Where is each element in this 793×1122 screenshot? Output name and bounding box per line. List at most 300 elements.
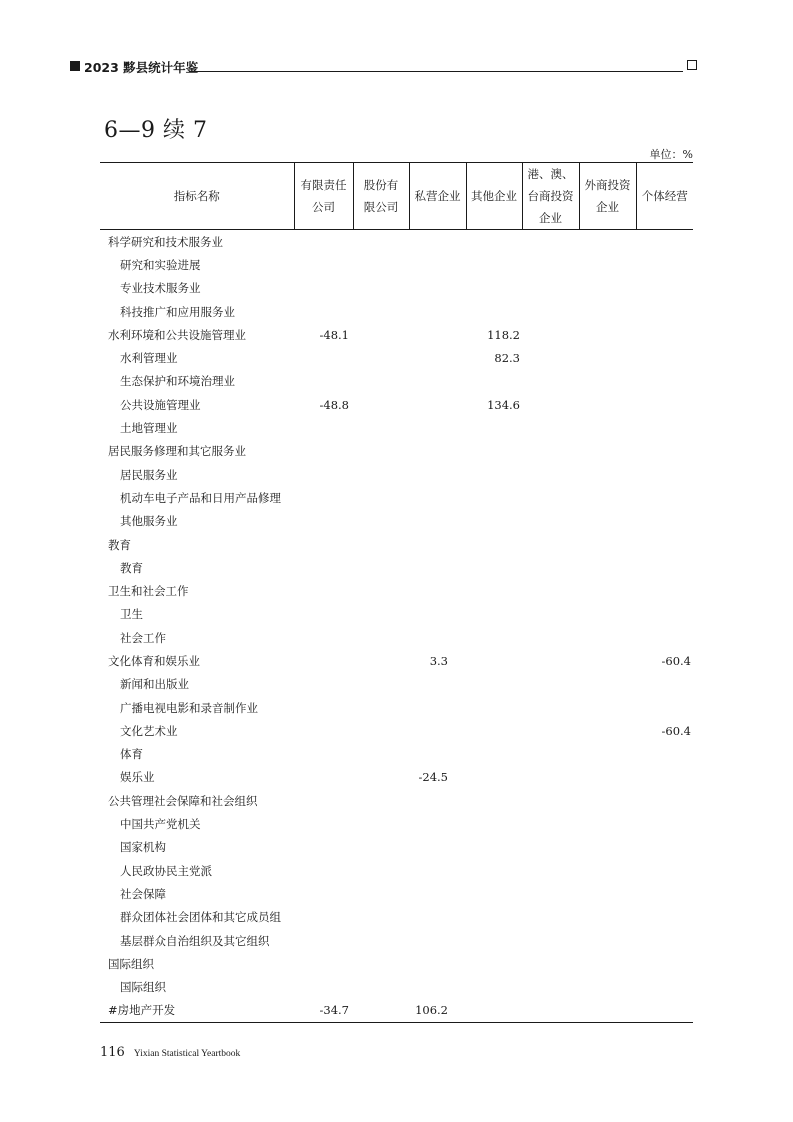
cell-individual [636, 300, 693, 323]
cell-shareholding [353, 440, 409, 463]
column-header-limited-line2: 公司 [312, 200, 335, 214]
cell-other [466, 440, 522, 463]
table-row [100, 510, 693, 533]
cell-limited [294, 626, 353, 649]
cell-individual [636, 440, 693, 463]
cell-other [466, 836, 522, 859]
cell-foreign [579, 789, 636, 812]
cell-hmt [522, 300, 579, 323]
table-row [100, 346, 693, 369]
column-header-name: 指标名称 [100, 163, 294, 230]
cell-private [409, 673, 466, 696]
cell-foreign [579, 929, 636, 952]
cell-individual [636, 929, 693, 952]
column-header-hmt [522, 163, 579, 230]
cell-limited [294, 696, 353, 719]
table-row [100, 253, 693, 276]
cell-shareholding [353, 323, 409, 346]
table-row [100, 859, 693, 882]
column-header-hmt-line3: 企业 [539, 211, 562, 225]
row-label: 专业技术服务业 [120, 281, 201, 296]
cell-private [409, 463, 466, 486]
cell-hmt [522, 277, 579, 300]
cell-individual [636, 253, 693, 276]
cell-other [466, 882, 522, 905]
cell-hmt [522, 463, 579, 486]
cell-limited [294, 440, 353, 463]
header-title: 2023 黟县统计年鉴 [84, 60, 199, 75]
column-header-foreign-line1: 外商投资 [584, 178, 631, 192]
table-row [100, 649, 693, 672]
row-label: 机动车电子产品和日用产品修理 [120, 490, 281, 505]
cell-limited [294, 253, 353, 276]
cell-other: 118.2 [487, 327, 520, 342]
cell-limited [294, 463, 353, 486]
row-label: 文化艺术业 [120, 723, 178, 738]
cell-private [409, 626, 466, 649]
column-header-individual: 个体经营 [636, 163, 693, 230]
table-row [100, 626, 693, 649]
cell-other [466, 626, 522, 649]
cell-shareholding [353, 277, 409, 300]
cell-foreign [579, 370, 636, 393]
cell-individual [636, 882, 693, 905]
cell-other [466, 976, 522, 999]
table-row [100, 999, 693, 1023]
cell-private [409, 906, 466, 929]
cell-limited [294, 370, 353, 393]
cell-other [466, 673, 522, 696]
cell-shareholding [353, 393, 409, 416]
cell-foreign [579, 323, 636, 346]
row-label: 文化体育和娱乐业 [108, 653, 200, 668]
cell-other [466, 370, 522, 393]
cell-other [466, 510, 522, 533]
cell-individual [636, 533, 693, 556]
table-row [100, 463, 693, 486]
cell-individual [636, 626, 693, 649]
cell-hmt [522, 533, 579, 556]
cell-foreign [579, 393, 636, 416]
column-header-foreign [579, 163, 636, 230]
cell-individual [636, 789, 693, 812]
cell-shareholding [353, 859, 409, 882]
cell-foreign [579, 533, 636, 556]
cell-hmt [522, 253, 579, 276]
column-header-private: 私营企业 [409, 163, 466, 230]
cell-foreign [579, 696, 636, 719]
table-row [100, 230, 693, 254]
cell-private [409, 929, 466, 952]
cell-hmt [522, 603, 579, 626]
row-label: 新闻和出版业 [120, 677, 189, 692]
cell-private [409, 952, 466, 975]
cell-foreign [579, 812, 636, 835]
column-header-limited [294, 163, 353, 230]
table-row [100, 906, 693, 929]
table-body [100, 230, 693, 1023]
row-label: 公共设施管理业 [120, 397, 201, 412]
cell-limited: -48.1 [319, 327, 349, 342]
cell-other [466, 649, 522, 672]
cell-limited [294, 486, 353, 509]
cell-foreign [579, 253, 636, 276]
cell-shareholding [353, 743, 409, 766]
row-label: 公共管理社会保障和社会组织 [108, 793, 258, 808]
cell-limited: -34.7 [294, 999, 353, 1023]
cell-other [466, 579, 522, 602]
cell-individual [636, 370, 693, 393]
column-header-shareholding-line2: 限公司 [363, 200, 399, 214]
row-label: 国际组织 [108, 956, 154, 971]
row-label: 土地管理业 [120, 421, 178, 436]
row-label: 群众团体社会团体和其它成员组 [120, 910, 281, 925]
cell-limited [294, 230, 353, 254]
cell-foreign [579, 906, 636, 929]
table-row [100, 976, 693, 999]
cell-individual [636, 510, 693, 533]
row-label: 水利管理业 [120, 351, 178, 366]
cell-other [466, 929, 522, 952]
row-label: 教育 [108, 537, 131, 552]
cell-hmt [522, 626, 579, 649]
cell-foreign [579, 230, 636, 254]
cell-individual: -60.4 [661, 723, 691, 738]
cell-limited [294, 533, 353, 556]
cell-limited [294, 719, 353, 742]
header-rule [190, 71, 683, 72]
cell-foreign [579, 673, 636, 696]
cell-hmt [522, 906, 579, 929]
cell-shareholding [353, 906, 409, 929]
cell-limited [294, 976, 353, 999]
cell-private [409, 719, 466, 742]
cell-individual [636, 673, 693, 696]
row-label: 卫生和社会工作 [108, 584, 189, 599]
table-row [100, 556, 693, 579]
column-header-hmt-line1: 港、澳、 [527, 167, 574, 181]
cell-individual [636, 393, 693, 416]
cell-limited [294, 743, 353, 766]
row-label: 卫生 [120, 607, 143, 622]
table-row [100, 579, 693, 602]
row-label: 社会保障 [120, 886, 166, 901]
cell-hmt [522, 859, 579, 882]
cell-other [466, 906, 522, 929]
row-label: 广播电视电影和录音制作业 [120, 700, 258, 715]
table-row [100, 277, 693, 300]
cell-hmt [522, 812, 579, 835]
row-label: 水利环境和公共设施管理业 [108, 327, 246, 342]
cell-individual [636, 416, 693, 439]
cell-shareholding [353, 999, 409, 1023]
cell-other [466, 253, 522, 276]
cell-foreign [579, 882, 636, 905]
cell-private: -24.5 [418, 770, 448, 785]
table-row [100, 719, 693, 742]
cell-shareholding [353, 673, 409, 696]
cell-limited [294, 673, 353, 696]
table-row [100, 789, 693, 812]
cell-other [466, 999, 522, 1023]
cell-private [409, 323, 466, 346]
header-square-icon [70, 61, 80, 71]
cell-private [409, 789, 466, 812]
cell-individual [636, 743, 693, 766]
cell-private [409, 603, 466, 626]
table-row [100, 370, 693, 393]
cell-hmt [522, 486, 579, 509]
cell-foreign [579, 976, 636, 999]
row-label: 体育 [120, 747, 143, 762]
cell-shareholding [353, 603, 409, 626]
cell-shareholding [353, 626, 409, 649]
cell-foreign [579, 766, 636, 789]
column-header-hmt-line2: 台商投资 [527, 189, 574, 203]
cell-foreign [579, 486, 636, 509]
column-header-foreign-line2: 企业 [596, 200, 619, 214]
cell-foreign [579, 579, 636, 602]
cell-other [466, 300, 522, 323]
cell-limited [294, 603, 353, 626]
cell-individual [636, 766, 693, 789]
cell-hmt [522, 999, 579, 1023]
cell-shareholding [353, 300, 409, 323]
header-box-icon [687, 60, 697, 70]
cell-limited [294, 906, 353, 929]
cell-hmt [522, 510, 579, 533]
column-header-shareholding-line1: 股份有 [363, 178, 399, 192]
page-number: 116 [100, 1045, 125, 1060]
table-row [100, 743, 693, 766]
cell-foreign [579, 626, 636, 649]
row-label: 国际组织 [120, 980, 166, 995]
cell-limited [294, 556, 353, 579]
cell-hmt [522, 836, 579, 859]
cell-other [466, 486, 522, 509]
table-row [100, 882, 693, 905]
cell-other [466, 230, 522, 254]
row-label: #房地产开发 [100, 999, 294, 1023]
cell-individual [636, 836, 693, 859]
cell-shareholding [353, 556, 409, 579]
cell-foreign [579, 440, 636, 463]
row-label: 研究和实验进展 [120, 257, 201, 272]
cell-hmt [522, 719, 579, 742]
cell-hmt [522, 579, 579, 602]
cell-private [409, 346, 466, 369]
cell-private [409, 230, 466, 254]
cell-individual [636, 579, 693, 602]
table-row [100, 836, 693, 859]
cell-individual [636, 859, 693, 882]
cell-private [409, 556, 466, 579]
cell-individual [636, 696, 693, 719]
row-label: 生态保护和环境治理业 [120, 374, 235, 389]
cell-limited [294, 859, 353, 882]
cell-hmt [522, 743, 579, 766]
cell-individual [636, 463, 693, 486]
cell-shareholding [353, 533, 409, 556]
cell-private: 106.2 [409, 999, 466, 1023]
cell-hmt [522, 346, 579, 369]
cell-hmt [522, 323, 579, 346]
row-label: 居民服务修理和其它服务业 [108, 444, 246, 459]
table-title: 6—9 续 7 [104, 118, 208, 143]
cell-shareholding [353, 952, 409, 975]
running-header [70, 58, 697, 74]
cell-limited: -48.8 [319, 397, 349, 412]
cell-hmt [522, 649, 579, 672]
cell-foreign [579, 346, 636, 369]
cell-limited [294, 579, 353, 602]
table-row [100, 929, 693, 952]
cell-hmt [522, 556, 579, 579]
cell-other [466, 463, 522, 486]
cell-other [466, 719, 522, 742]
row-label: 中国共产党机关 [120, 817, 201, 832]
cell-shareholding [353, 929, 409, 952]
cell-shareholding [353, 486, 409, 509]
cell-private [409, 416, 466, 439]
row-label: 科技推广和应用服务业 [120, 304, 235, 319]
table-row [100, 440, 693, 463]
cell-individual [636, 999, 693, 1023]
cell-limited [294, 766, 353, 789]
cell-other [466, 556, 522, 579]
statistics-table [100, 162, 693, 1023]
cell-other [466, 533, 522, 556]
cell-individual [636, 976, 693, 999]
cell-individual [636, 603, 693, 626]
cell-private: 3.3 [429, 653, 448, 668]
cell-limited [294, 346, 353, 369]
cell-private [409, 836, 466, 859]
cell-hmt [522, 766, 579, 789]
table-row [100, 766, 693, 789]
cell-private [409, 486, 466, 509]
cell-individual [636, 346, 693, 369]
row-label: 科学研究和技术服务业 [108, 234, 223, 249]
table-row [100, 393, 693, 416]
cell-limited [294, 952, 353, 975]
cell-foreign [579, 277, 636, 300]
cell-other [466, 859, 522, 882]
cell-private [409, 579, 466, 602]
cell-individual [636, 952, 693, 975]
cell-shareholding [353, 230, 409, 254]
cell-other: 134.6 [487, 397, 520, 412]
cell-limited [294, 510, 353, 533]
cell-private [409, 882, 466, 905]
cell-private [409, 812, 466, 835]
cell-individual [636, 556, 693, 579]
column-header-other: 其他企业 [466, 163, 522, 230]
cell-foreign [579, 649, 636, 672]
cell-limited [294, 789, 353, 812]
cell-other [466, 416, 522, 439]
cell-individual [636, 812, 693, 835]
table-row [100, 696, 693, 719]
cell-limited [294, 416, 353, 439]
table-row [100, 323, 693, 346]
column-header-shareholding [353, 163, 409, 230]
cell-other [466, 696, 522, 719]
cell-shareholding [353, 812, 409, 835]
cell-shareholding [353, 976, 409, 999]
cell-hmt [522, 929, 579, 952]
cell-shareholding [353, 463, 409, 486]
table-row [100, 533, 693, 556]
cell-shareholding [353, 346, 409, 369]
cell-foreign [579, 859, 636, 882]
cell-hmt [522, 370, 579, 393]
row-label: 居民服务业 [120, 467, 178, 482]
cell-other: 82.3 [494, 351, 520, 366]
cell-shareholding [353, 370, 409, 393]
row-label: 国家机构 [120, 840, 166, 855]
cell-foreign [579, 510, 636, 533]
cell-foreign [579, 999, 636, 1023]
row-label: 基层群众自治组织及其它组织 [120, 933, 270, 948]
cell-shareholding [353, 719, 409, 742]
cell-foreign [579, 416, 636, 439]
cell-shareholding [353, 789, 409, 812]
cell-individual [636, 906, 693, 929]
cell-other [466, 789, 522, 812]
cell-other [466, 952, 522, 975]
table-header [100, 163, 693, 230]
cell-shareholding [353, 416, 409, 439]
cell-foreign [579, 719, 636, 742]
table-row [100, 603, 693, 626]
cell-individual: -60.4 [661, 653, 691, 668]
cell-other [466, 766, 522, 789]
cell-other [466, 743, 522, 766]
cell-foreign [579, 556, 636, 579]
table-row [100, 300, 693, 323]
cell-private [409, 859, 466, 882]
cell-shareholding [353, 696, 409, 719]
cell-hmt [522, 882, 579, 905]
cell-shareholding [353, 649, 409, 672]
cell-private [409, 440, 466, 463]
row-label: 娱乐业 [120, 770, 155, 785]
cell-shareholding [353, 510, 409, 533]
cell-shareholding [353, 579, 409, 602]
cell-limited [294, 649, 353, 672]
cell-other [466, 812, 522, 835]
cell-private [409, 976, 466, 999]
cell-private [409, 300, 466, 323]
cell-other [466, 277, 522, 300]
cell-hmt [522, 976, 579, 999]
footer-text: Yixian Statistical Yeartbook [133, 1049, 241, 1059]
column-header-limited-line1: 有限责任 [300, 178, 347, 192]
cell-other [466, 603, 522, 626]
row-label: 社会工作 [120, 630, 166, 645]
cell-individual [636, 277, 693, 300]
cell-foreign [579, 603, 636, 626]
cell-foreign [579, 743, 636, 766]
cell-private [409, 277, 466, 300]
statistics-table-container [100, 162, 693, 1023]
cell-limited [294, 812, 353, 835]
cell-hmt [522, 440, 579, 463]
cell-foreign [579, 463, 636, 486]
cell-hmt [522, 416, 579, 439]
cell-private [409, 393, 466, 416]
